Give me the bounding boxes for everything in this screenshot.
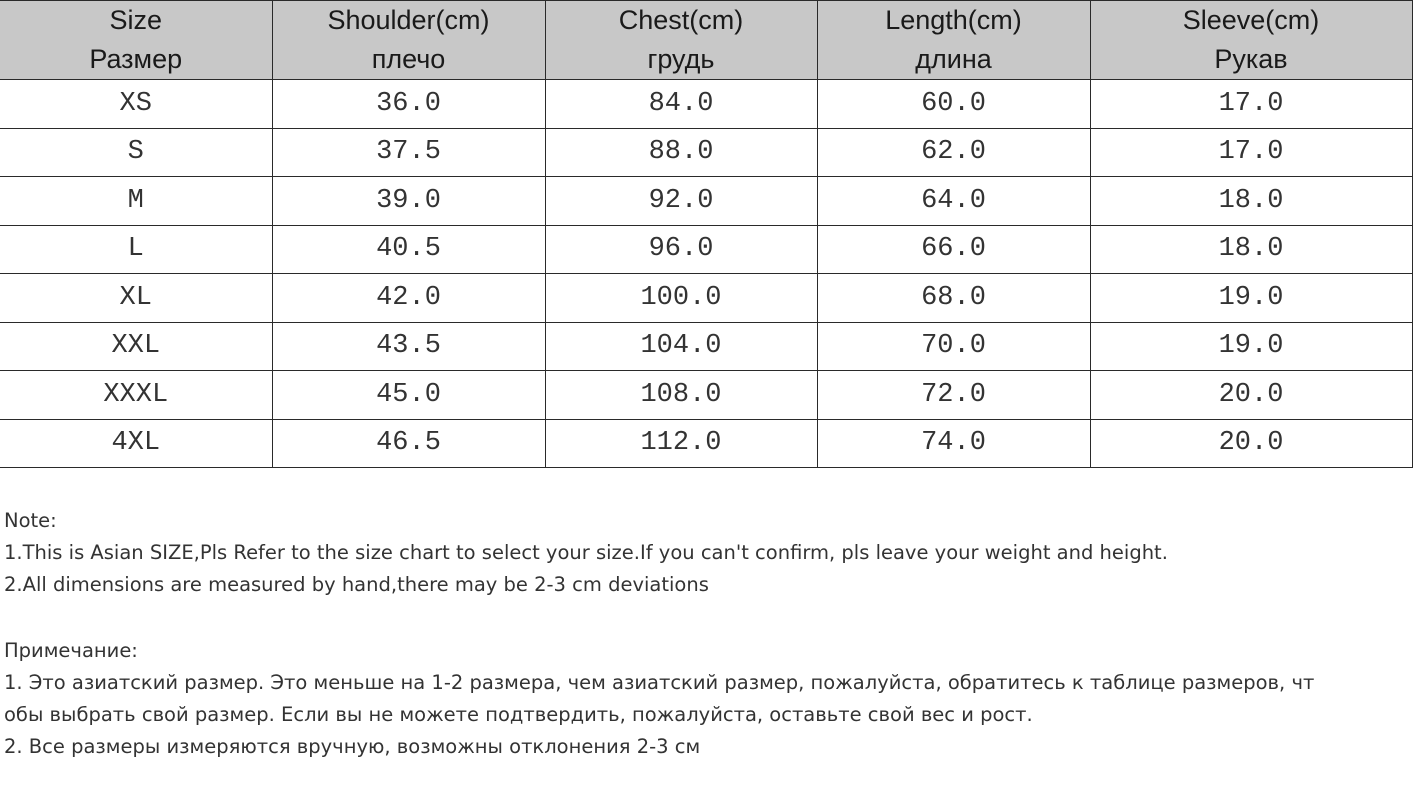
cell-sleeve: 19.0 xyxy=(1090,274,1412,323)
cell-shoulder: 36.0 xyxy=(272,80,545,129)
note-line-en-1: 1.This is Asian SIZE,Pls Refer to the size chart to select your size.If you can't confirm, pls leave your weight and height. xyxy=(4,541,1168,564)
notes-spacer xyxy=(4,601,1409,635)
cell-length: 68.0 xyxy=(817,274,1090,323)
cell-size: XXXL xyxy=(0,371,272,420)
cell-length: 66.0 xyxy=(817,225,1090,274)
cell-shoulder: 46.5 xyxy=(272,419,545,468)
header-sleeve xyxy=(1090,1,1412,80)
cell-length: 62.0 xyxy=(817,128,1090,177)
table-row xyxy=(0,274,1412,323)
header-size xyxy=(0,1,272,80)
table-row xyxy=(0,322,1412,371)
table-row xyxy=(0,419,1412,468)
header-shoulder-en: Shoulder(cm) xyxy=(327,5,490,35)
note-line-ru-2: 2. Все размеры измеряются вручную, возможны отклонения 2-3 см xyxy=(4,735,701,758)
header-chest xyxy=(545,1,817,80)
cell-size: XL xyxy=(0,274,272,323)
note-heading-ru: Примечание: xyxy=(4,639,138,662)
cell-shoulder: 45.0 xyxy=(272,371,545,420)
header-sleeve-en: Sleeve(cm) xyxy=(1182,5,1320,35)
table-header-row xyxy=(0,1,1412,80)
table-row xyxy=(0,80,1412,129)
header-shoulder xyxy=(272,1,545,80)
note-line-ru-1b: обы выбрать свой размер. Если вы не можете подтвердить, пожалуйста, оставьте свой вес и рост. xyxy=(4,703,1033,726)
cell-length: 74.0 xyxy=(817,419,1090,468)
note-line-ru-1a: 1. Это азиатский размер. Это меньше на 1-2 размера, чем азиатский размер, пожалуйста, обратитесь к таблице размеров, чт xyxy=(4,671,1315,694)
cell-sleeve: 20.0 xyxy=(1090,419,1412,468)
cell-size: L xyxy=(0,225,272,274)
cell-sleeve: 18.0 xyxy=(1090,225,1412,274)
cell-shoulder: 40.5 xyxy=(272,225,545,274)
note-line-en-2: 2.All dimensions are measured by hand,there may be 2-3 cm deviations xyxy=(4,573,709,596)
header-size-ru: Размер xyxy=(89,44,183,74)
cell-size: 4XL xyxy=(0,419,272,468)
cell-chest: 88.0 xyxy=(545,128,817,177)
header-shoulder-ru: плечо xyxy=(371,44,446,74)
header-length-ru: длина xyxy=(915,44,992,74)
table-row xyxy=(0,128,1412,177)
cell-chest: 92.0 xyxy=(545,177,817,226)
header-chest-en: Chest(cm) xyxy=(618,5,744,35)
cell-size: XS xyxy=(0,80,272,129)
header-chest-ru: грудь xyxy=(647,44,715,74)
table-row xyxy=(0,225,1412,274)
header-size-en: Size xyxy=(109,5,163,35)
cell-sleeve: 19.0 xyxy=(1090,322,1412,371)
cell-size: S xyxy=(0,128,272,177)
cell-sleeve: 18.0 xyxy=(1090,177,1412,226)
cell-shoulder: 37.5 xyxy=(272,128,545,177)
table-row xyxy=(0,177,1412,226)
cell-size: M xyxy=(0,177,272,226)
cell-chest: 112.0 xyxy=(545,419,817,468)
cell-length: 64.0 xyxy=(817,177,1090,226)
cell-chest: 84.0 xyxy=(545,80,817,129)
cell-sleeve: 17.0 xyxy=(1090,128,1412,177)
header-length-en: Length(cm) xyxy=(885,5,1022,35)
header-sleeve-ru: Рукав xyxy=(1214,44,1288,74)
cell-shoulder: 39.0 xyxy=(272,177,545,226)
cell-sleeve: 20.0 xyxy=(1090,371,1412,420)
cell-length: 60.0 xyxy=(817,80,1090,129)
cell-chest: 108.0 xyxy=(545,371,817,420)
cell-chest: 100.0 xyxy=(545,274,817,323)
cell-chest: 104.0 xyxy=(545,322,817,371)
header-length xyxy=(817,1,1090,80)
cell-sleeve: 17.0 xyxy=(1090,80,1412,129)
table-row xyxy=(0,371,1412,420)
cell-chest: 96.0 xyxy=(545,225,817,274)
cell-shoulder: 43.5 xyxy=(272,322,545,371)
cell-length: 72.0 xyxy=(817,371,1090,420)
cell-size: XXL xyxy=(0,322,272,371)
notes-section xyxy=(4,505,1409,763)
cell-length: 70.0 xyxy=(817,322,1090,371)
note-heading-en: Note: xyxy=(4,509,57,532)
cell-shoulder: 42.0 xyxy=(272,274,545,323)
